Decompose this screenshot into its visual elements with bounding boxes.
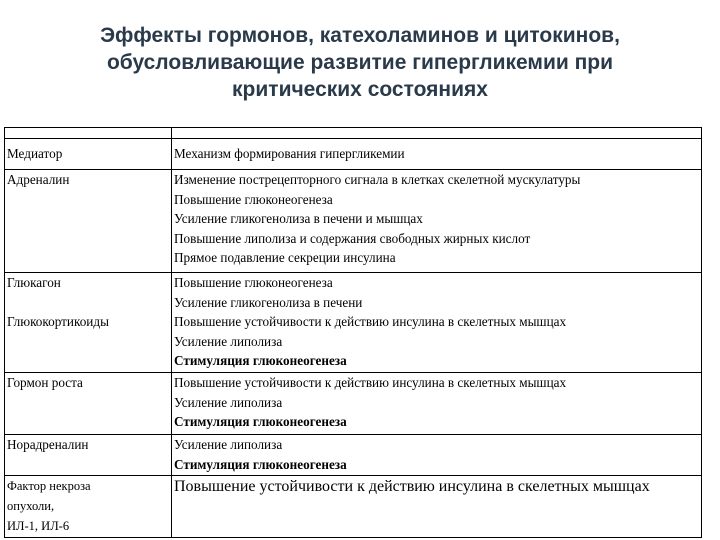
title-line: критических состояниях [232, 78, 488, 101]
mechanism-item: Прямое подавление секреции инсулина [174, 250, 396, 265]
mechanism-item: Усиление гликогенолиза в печени [174, 294, 363, 310]
mediator-cell [5, 273, 172, 373]
mechanism-item: Повышение глюконеогенеза [174, 275, 333, 290]
mechanism-item: Стимуляция глюконеогенеза [174, 414, 347, 429]
mechanism-cell [172, 476, 702, 538]
table-row [5, 476, 702, 538]
table-row [5, 273, 702, 373]
mechanism-cell [172, 373, 702, 435]
header-mechanism: Механизм формирования гипергликемии [172, 139, 702, 170]
mediator-name: Глюкокортикоиды [7, 314, 109, 329]
mechanism-item: Усиление липолиза [174, 394, 283, 410]
mediator-name: Гормон роста [7, 375, 83, 390]
mechanism-item: Стимуляция глюконеогенеза [174, 456, 347, 472]
title-line: Эффекты гормонов, катехоламинов и цитокинов, [100, 24, 620, 47]
mechanism-item: Повышение устойчивости к действию инсулина в скелетных мышцах [174, 314, 567, 329]
mechanism-item: Изменение пострецепторного сигнала в клетках скелетной мускулатуры [174, 172, 581, 187]
mechanism-item: Повышение липолиза и содержания свободных жирных кислот [174, 230, 531, 246]
mediator-name: ИЛ-1, ИЛ-6 [7, 519, 70, 533]
mechanism-cell [172, 273, 702, 373]
title-line: обусловливающие развитие гипергликемии при [106, 51, 614, 74]
mechanism-item: Стимуляция глюконеогенеза [174, 353, 347, 368]
mediator-name: Адреналин [7, 172, 70, 187]
table-row [5, 170, 702, 273]
mediator-name: Глюкагон [7, 275, 61, 290]
mediator-cell [5, 476, 172, 538]
mediator-cell [5, 373, 172, 435]
mediator-cell [5, 170, 172, 273]
mechanism-item: Повышение устойчивости к действию инсулина в скелетных мышцах [174, 478, 650, 495]
mechanism-item: Усиление липолиза [174, 437, 283, 452]
mediator-name: Фактор некроза [7, 479, 91, 493]
table-row [5, 373, 702, 435]
mechanism-item: Повышение глюконеогенеза [174, 191, 333, 207]
mechanism-item: Усиление липолиза [174, 333, 283, 349]
header-mediator: Медиатор [5, 139, 172, 170]
mediator-name: Норадреналин [7, 437, 89, 452]
mechanism-item: Повышение устойчивости к действию инсулина в скелетных мышцах [174, 375, 567, 390]
page-title [40, 22, 680, 103]
mechanism-cell [172, 435, 702, 476]
mediator-cell [5, 435, 172, 476]
table-header-row [5, 139, 702, 170]
mechanism-item: Усиление гликогенолиза в печени и мышцах [174, 211, 423, 226]
mediator-name: опухоли, [7, 499, 55, 513]
hyperglycemia-table [4, 127, 702, 538]
table-row [5, 435, 702, 476]
table-top-gap [5, 128, 702, 139]
mechanism-cell [172, 170, 702, 273]
